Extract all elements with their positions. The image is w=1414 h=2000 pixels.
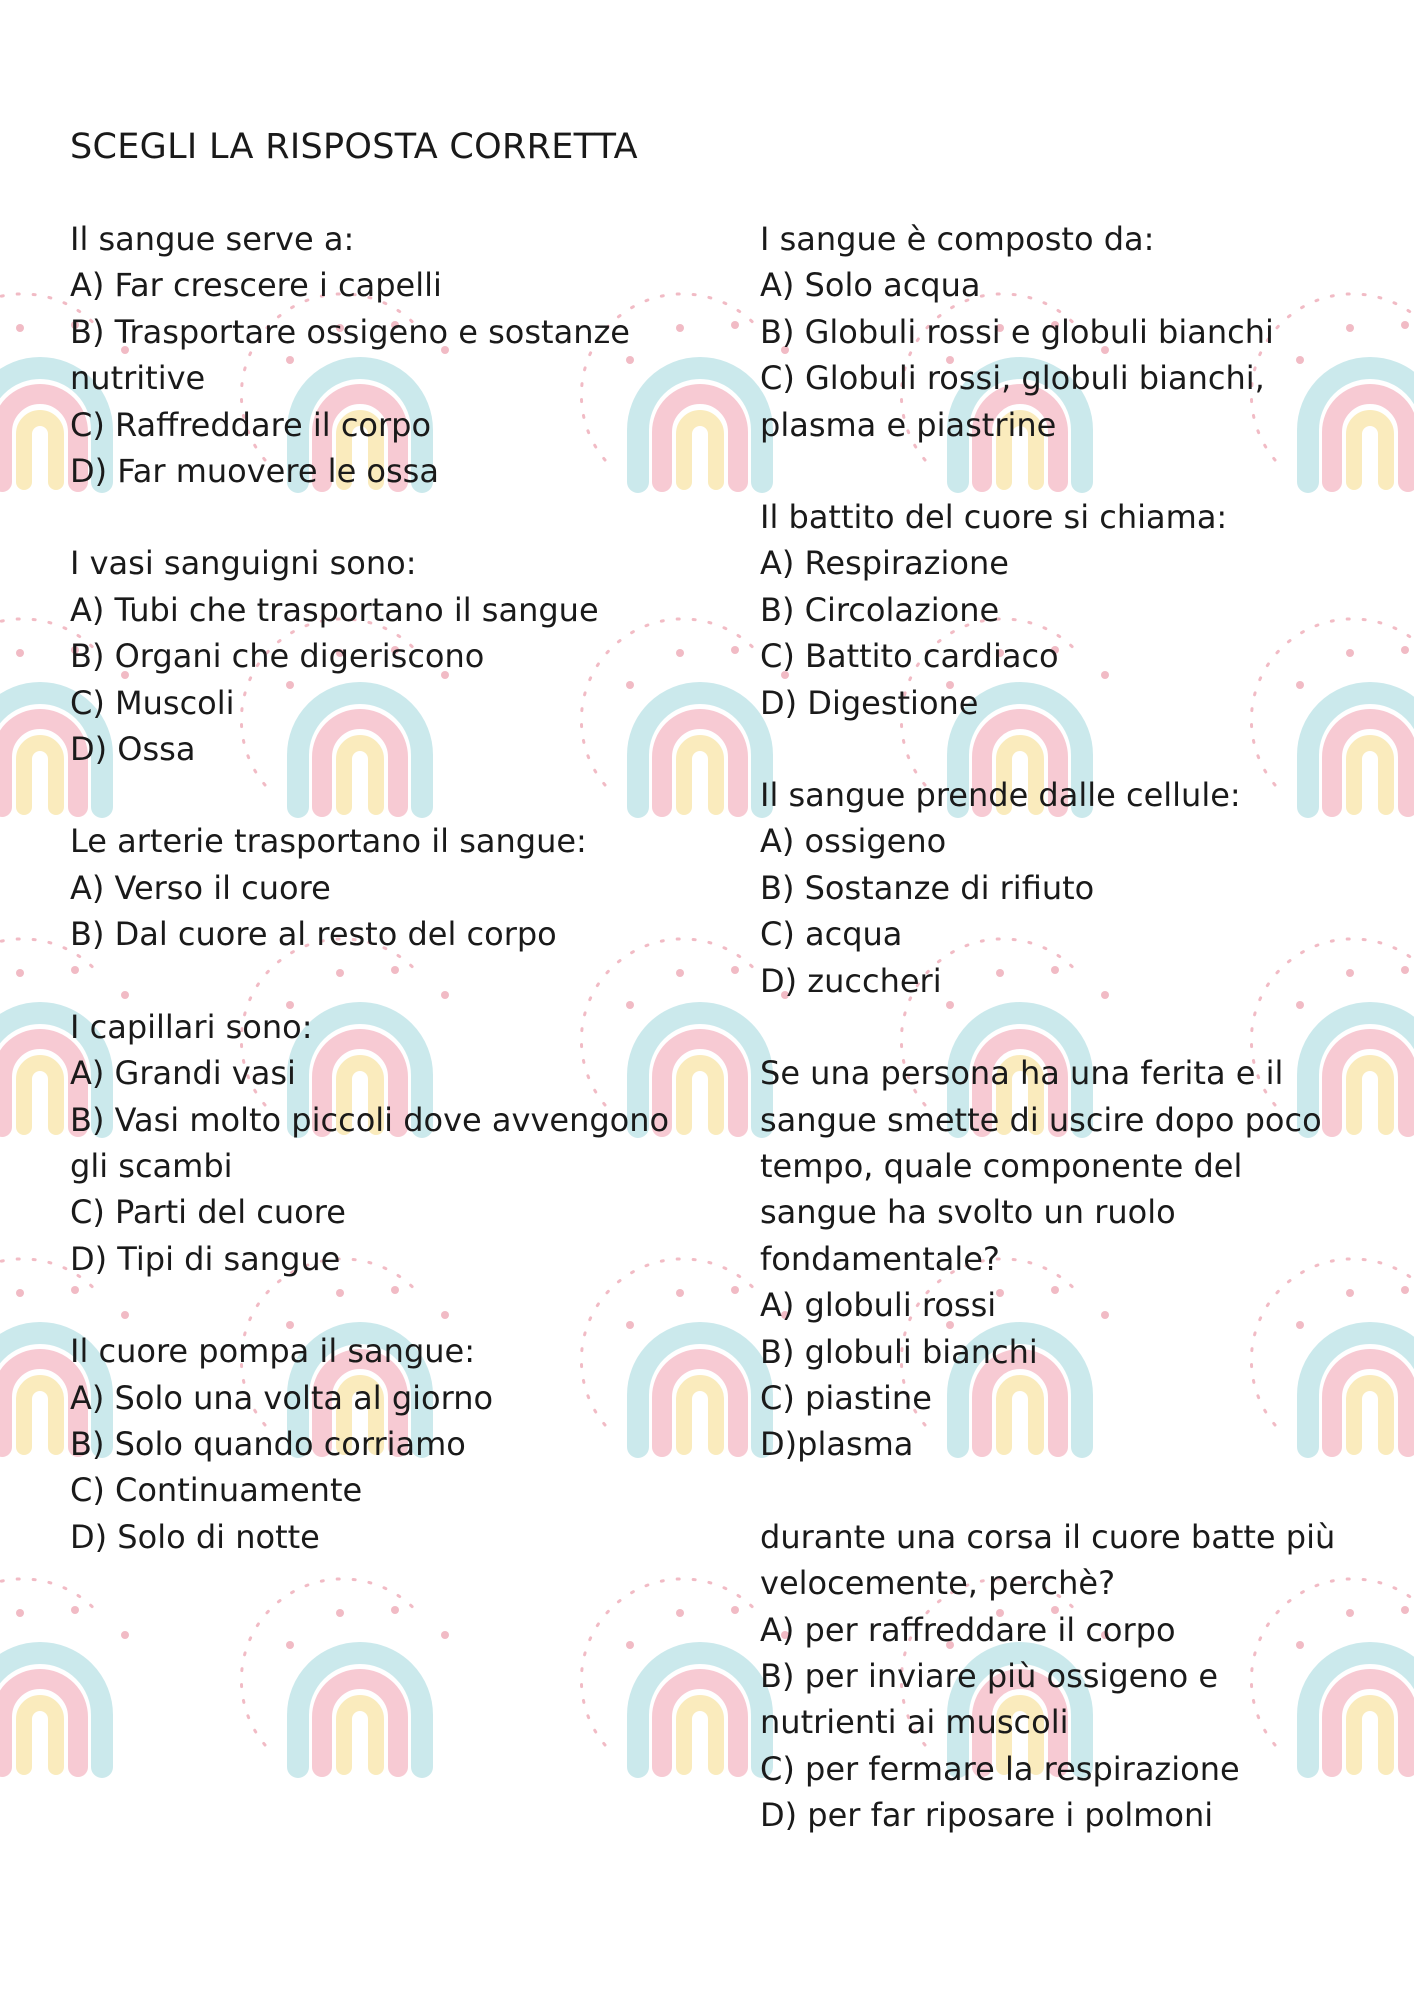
answer-option-d: D)plasma bbox=[760, 1425, 914, 1464]
answer-option-c: C) Parti del cuore bbox=[70, 1193, 346, 1232]
answer-option-b: B) Dal cuore al resto del corpo bbox=[70, 915, 557, 954]
answer-option-c: C) Muscoli bbox=[70, 683, 235, 722]
question-text: I sangue è composto da: bbox=[760, 220, 1155, 258]
question-block bbox=[70, 1328, 710, 1560]
question-text: Il sangue serve a: bbox=[70, 220, 355, 258]
left-question-column bbox=[70, 216, 710, 1606]
answer-option-d: D) per far riposare i polmoni bbox=[760, 1796, 1214, 1835]
question-block bbox=[70, 1004, 710, 1282]
question-block bbox=[70, 216, 710, 494]
answer-option-a: A) Solo acqua bbox=[760, 266, 981, 305]
answer-option-c: C) Globuli rossi, globuli bianchi, plasma e piastrine bbox=[760, 359, 1265, 444]
question-block bbox=[70, 818, 710, 957]
answer-option-c: C) per fermare la respirazione bbox=[760, 1749, 1240, 1788]
answer-option-d: D) Far muovere le ossa bbox=[70, 452, 439, 491]
right-question-column bbox=[760, 216, 1360, 1885]
question-block bbox=[760, 216, 1360, 448]
question-block bbox=[760, 494, 1360, 726]
answer-option-c: C) Raffreddare il corpo bbox=[70, 405, 432, 444]
answer-option-c: C) piastine bbox=[760, 1378, 932, 1417]
question-text: Il cuore pompa il sangue: bbox=[70, 1332, 475, 1371]
answer-option-b: B) Vasi molto piccoli dove avvengono gli scambi bbox=[70, 1100, 670, 1185]
answer-option-b: B) globuli bianchi bbox=[760, 1332, 1038, 1371]
answer-option-a: A) Solo una volta al giorno bbox=[70, 1378, 494, 1417]
answer-option-b: B) Organi che digeriscono bbox=[70, 637, 485, 676]
answer-option-a: A) Grandi vasi bbox=[70, 1054, 296, 1093]
question-block bbox=[760, 1050, 1360, 1468]
answer-option-a: A) Verso il cuore bbox=[70, 868, 331, 907]
answer-option-a: A) Far crescere i capelli bbox=[70, 266, 442, 305]
answer-option-d: D) zuccheri bbox=[760, 961, 942, 1000]
question-text: Il sangue prende dalle cellule: bbox=[760, 776, 1241, 815]
answer-option-d: D) Ossa bbox=[70, 730, 196, 769]
question-block bbox=[760, 1514, 1360, 1839]
answer-option-b: B) per inviare più ossigeno e nutrienti ai muscoli bbox=[760, 1656, 1219, 1742]
answer-option-b: B) Globuli rossi e globuli bianchi bbox=[760, 312, 1274, 351]
answer-option-a: A) Tubi che trasportano il sangue bbox=[70, 590, 599, 629]
question-text: durante una corsa il cuore batte più velocemente, perchè? bbox=[760, 1517, 1336, 1603]
question-text: I vasi sanguigni sono: bbox=[70, 544, 417, 583]
answer-option-a: A) ossigeno bbox=[760, 822, 947, 861]
question-text: Il battito del cuore si chiama: bbox=[760, 498, 1228, 537]
answer-option-b: B) Circolazione bbox=[760, 590, 1000, 629]
question-text: Se una persona ha una ferita e il sangue smette di uscire dopo poco tempo, quale componente del sangue ha svolto un ruolo fondamentale? bbox=[760, 1054, 1322, 1278]
answer-option-b: B) Trasportare ossigeno e sostanze nutritive bbox=[70, 312, 630, 398]
answer-option-b: B) Solo quando corriamo bbox=[70, 1424, 466, 1463]
answer-option-a: A) per raffreddare il corpo bbox=[760, 1610, 1176, 1649]
question-block bbox=[760, 772, 1360, 1004]
question-text: I capillari sono: bbox=[70, 1007, 313, 1046]
answer-option-a: A) globuli rossi bbox=[760, 1286, 997, 1325]
answer-option-d: D) Solo di notte bbox=[70, 1517, 320, 1556]
answer-option-a: A) Respirazione bbox=[760, 544, 1009, 583]
answer-option-c: C) acqua bbox=[760, 915, 903, 954]
answer-option-b: B) Sostanze di rifiuto bbox=[760, 868, 1095, 907]
question-text: Le arterie trasportano il sangue: bbox=[70, 822, 587, 861]
answer-option-d: D) Digestione bbox=[760, 683, 979, 722]
page-title: SCEGLI LA RISPOSTA CORRETTA bbox=[70, 127, 638, 167]
answer-option-d: D) Tipi di sangue bbox=[70, 1239, 341, 1278]
answer-option-c: C) Battito cardiaco bbox=[760, 637, 1059, 676]
question-block bbox=[70, 540, 710, 772]
answer-option-c: C) Continuamente bbox=[70, 1471, 363, 1510]
